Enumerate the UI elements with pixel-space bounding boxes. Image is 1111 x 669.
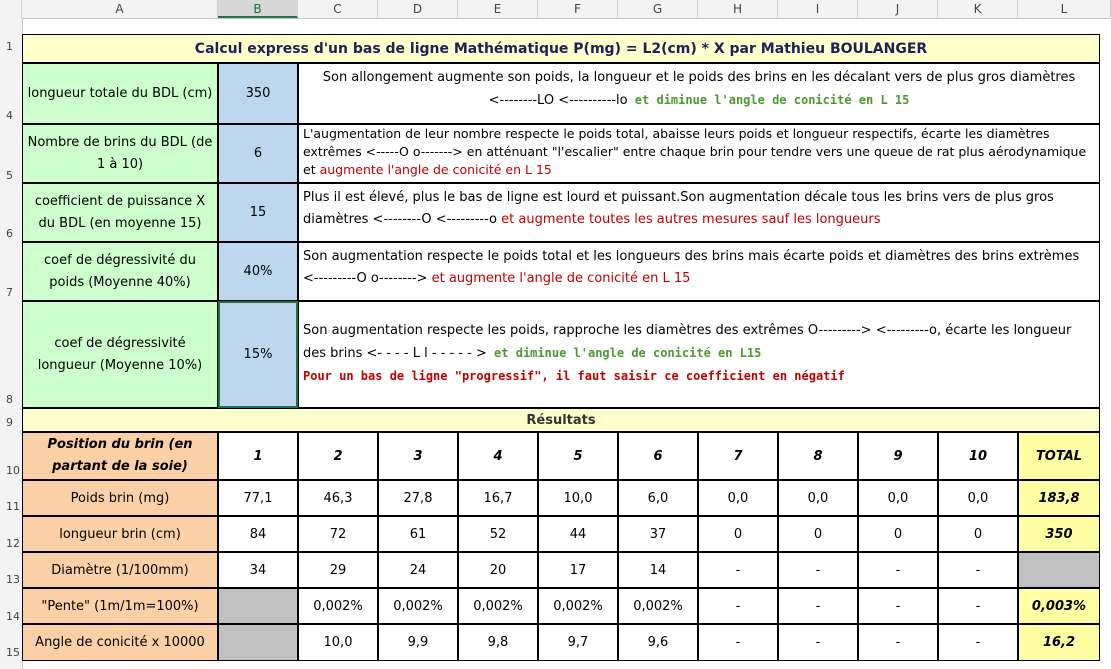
col-header-a[interactable]: A: [22, 0, 218, 18]
result-weight-cell-6[interactable]: 6,0: [618, 480, 698, 516]
row-header-15[interactable]: 15: [6, 646, 20, 659]
param-desc-weight-taper[interactable]: [298, 242, 1100, 301]
result-angle-cell-2[interactable]: 10,0: [298, 624, 378, 661]
row-header-7[interactable]: 7: [6, 286, 13, 299]
col-header-l[interactable]: L: [1018, 0, 1111, 18]
result-label-diameter[interactable]: Diamètre (1/100mm): [22, 552, 218, 588]
param-desc-length-taper-text: Son augmentation respecte les poids, rapproche les diamètres des extrêmes O---------> <---------o, écarte les longueur des brins <- - - - L l - - - - - >: [303, 323, 1072, 361]
param-desc-length-taper-note: Pour un bas de ligne "progressif", il faut saisir ce coefficient en négatif: [303, 369, 845, 383]
result-length-cell-6[interactable]: 37: [618, 516, 698, 552]
result-length-total[interactable]: 350: [1018, 516, 1100, 552]
col-header-f[interactable]: F: [538, 0, 618, 18]
result-diameter-cell-7[interactable]: -: [698, 552, 778, 588]
result-length-cell-3[interactable]: 61: [378, 516, 458, 552]
row-header-9[interactable]: 9: [6, 416, 13, 429]
position-header-5[interactable]: 5: [538, 432, 618, 480]
param-value-weight-taper[interactable]: 40%: [218, 242, 298, 301]
position-header-7[interactable]: 7: [698, 432, 778, 480]
result-weight-cell-2[interactable]: 46,3: [298, 480, 378, 516]
param-desc-power[interactable]: [298, 183, 1100, 242]
param-desc-length-text: Son allongement augmente son poids, la longueur et le poids des brins en les décalant vers de plus gros diamètres: [322, 70, 1076, 85]
result-slope-cell-2[interactable]: 0,002%: [298, 588, 378, 624]
position-header-10[interactable]: 10: [938, 432, 1018, 480]
param-label-weight-taper-text: coef de dégressivité du poids (Moyenne 40%): [44, 252, 196, 290]
result-slope-cell-9[interactable]: -: [858, 588, 938, 624]
result-weight-cell-8[interactable]: 0,0: [778, 480, 858, 516]
result-angle-total[interactable]: 16,2: [1018, 624, 1100, 661]
result-diameter-cell-3[interactable]: 24: [378, 552, 458, 588]
sheet-title[interactable]: Calcul express d'un bas de ligne Mathématique P(mg) = L2(cm) * X par Mathieu BOULANGER: [22, 34, 1100, 63]
param-desc-length-arrows: <--------LO <----------lo: [488, 93, 628, 108]
param-label-length-text: longueur totale du BDL (cm): [27, 86, 213, 101]
row-header-6[interactable]: 6: [6, 227, 13, 240]
position-header-6[interactable]: 6: [618, 432, 698, 480]
param-value-count[interactable]: 6: [218, 124, 298, 183]
result-slope-total[interactable]: 0,003%: [1018, 588, 1100, 624]
row-header-4[interactable]: 4: [6, 109, 13, 122]
col-header-b[interactable]: B: [218, 0, 298, 18]
param-desc-power-text: Plus il est élevé, plus le bas de ligne est lourd et puissant.Son augmentation décale tous les brins vers de plus gros diamètres <--------O <---------o: [303, 190, 1054, 227]
param-value-power[interactable]: 15: [218, 183, 298, 242]
col-header-d[interactable]: D: [378, 0, 458, 18]
row-header-5[interactable]: 5: [6, 169, 13, 182]
result-weight-cell-4[interactable]: 16,7: [458, 480, 538, 516]
param-desc-weight-taper-effect: et augmente l'angle de conicité en L 15: [427, 271, 691, 286]
result-angle-cell-1[interactable]: [218, 624, 298, 661]
col-header-g[interactable]: G: [618, 0, 698, 18]
position-header-label[interactable]: [22, 432, 218, 480]
row-header-14[interactable]: 14: [6, 610, 20, 623]
result-diameter-cell-9[interactable]: -: [858, 552, 938, 588]
result-diameter-cell-5[interactable]: 17: [538, 552, 618, 588]
result-length-cell-10[interactable]: 0: [938, 516, 1018, 552]
result-diameter-cell-4[interactable]: 20: [458, 552, 538, 588]
results-title[interactable]: Résultats: [22, 408, 1100, 432]
row-header-bar: [0, 18, 23, 669]
result-slope-cell-6[interactable]: 0,002%: [618, 588, 698, 624]
col-header-e[interactable]: E: [458, 0, 538, 18]
result-slope-cell-7[interactable]: -: [698, 588, 778, 624]
row-header-10[interactable]: 10: [6, 464, 20, 477]
param-label-count-text: Nombre de brins du BDL (de 1 à 10): [27, 134, 213, 172]
result-diameter-cell-6[interactable]: 14: [618, 552, 698, 588]
select-all-corner[interactable]: [0, 0, 22, 18]
result-label-length[interactable]: longueur brin (cm): [22, 516, 218, 552]
col-header-i[interactable]: I: [778, 0, 858, 18]
result-angle-cell-5[interactable]: 9,7: [538, 624, 618, 661]
position-header-9[interactable]: 9: [858, 432, 938, 480]
col-header-c[interactable]: C: [298, 0, 378, 18]
param-desc-length[interactable]: [298, 63, 1100, 124]
row-header-1[interactable]: 1: [6, 40, 13, 53]
result-weight-cell-3[interactable]: 27,8: [378, 480, 458, 516]
result-slope-cell-4[interactable]: 0,002%: [458, 588, 538, 624]
result-length-cell-1[interactable]: 84: [218, 516, 298, 552]
position-header-1[interactable]: 1: [218, 432, 298, 480]
col-header-h[interactable]: H: [698, 0, 778, 18]
result-weight-cell-5[interactable]: 10,0: [538, 480, 618, 516]
result-angle-cell-7[interactable]: -: [698, 624, 778, 661]
result-diameter-cell-10[interactable]: -: [938, 552, 1018, 588]
param-label-length-taper[interactable]: [22, 301, 218, 408]
position-header-2[interactable]: 2: [298, 432, 378, 480]
result-length-cell-7[interactable]: 0: [698, 516, 778, 552]
result-angle-cell-4[interactable]: 9,8: [458, 624, 538, 661]
result-length-cell-8[interactable]: 0: [778, 516, 858, 552]
param-value-length[interactable]: 350: [218, 63, 298, 124]
row-header-11[interactable]: 11: [6, 500, 20, 513]
total-header[interactable]: TOTAL: [1018, 432, 1100, 480]
column-header-bar: [0, 0, 1111, 19]
result-label-slope[interactable]: "Pente" (1m/1m=100%): [22, 588, 218, 624]
param-desc-weight-taper-text: Son augmentation respecte le poids total et les longueurs des brins mais écarte poids et diamètres des brins extrèmes <---------O o-------->: [303, 249, 1080, 286]
result-angle-cell-10[interactable]: -: [938, 624, 1018, 661]
param-desc-count-effect: augmente l'angle de conicité en L 15: [315, 162, 552, 177]
result-weight-cell-10[interactable]: 0,0: [938, 480, 1018, 516]
position-header-4[interactable]: 4: [458, 432, 538, 480]
param-label-length-taper-text: coef de dégressivité longueur (Moyenne 10%): [37, 335, 203, 373]
result-slope-cell-8[interactable]: -: [778, 588, 858, 624]
result-slope-cell-10[interactable]: -: [938, 588, 1018, 624]
result-length-cell-9[interactable]: 0: [858, 516, 938, 552]
result-diameter-cell-8[interactable]: -: [778, 552, 858, 588]
result-length-cell-5[interactable]: 44: [538, 516, 618, 552]
param-value-length-taper[interactable]: 15%: [218, 301, 298, 408]
result-angle-cell-6[interactable]: 9,6: [618, 624, 698, 661]
result-slope-cell-5[interactable]: 0,002%: [538, 588, 618, 624]
result-weight-cell-7[interactable]: 0,0: [698, 480, 778, 516]
result-angle-cell-3[interactable]: 9,9: [378, 624, 458, 661]
result-diameter-cell-1[interactable]: 34: [218, 552, 298, 588]
position-header-8[interactable]: 8: [778, 432, 858, 480]
result-slope-cell-3[interactable]: 0,002%: [378, 588, 458, 624]
position-header-label-text: Position du brin (en partant de la soie): [47, 437, 193, 474]
param-desc-count[interactable]: [298, 124, 1100, 183]
param-label-length[interactable]: [22, 63, 218, 124]
param-label-power[interactable]: [22, 183, 218, 242]
row-header-13[interactable]: 13: [6, 573, 20, 586]
result-weight-cell-1[interactable]: 77,1: [218, 480, 298, 516]
param-desc-power-effect: et augmente toutes les autres mesures sauf les longueurs: [497, 212, 881, 227]
result-diameter-cell-2[interactable]: 29: [298, 552, 378, 588]
col-header-k[interactable]: K: [938, 0, 1018, 18]
result-length-cell-4[interactable]: 52: [458, 516, 538, 552]
result-angle-cell-8[interactable]: -: [778, 624, 858, 661]
param-label-power-text: coefficient de puissance X du BDL (en moyenne 15): [34, 193, 206, 231]
param-desc-length-taper-effect: et diminue l'angle de conicité en L15: [486, 346, 762, 360]
result-slope-cell-1[interactable]: [218, 588, 298, 624]
result-weight-total[interactable]: 183,8: [1018, 480, 1100, 516]
col-header-j[interactable]: J: [858, 0, 938, 18]
result-label-angle[interactable]: Angle de conicité x 10000: [22, 624, 218, 661]
result-angle-cell-9[interactable]: -: [858, 624, 938, 661]
param-desc-count-text: L'augmentation de leur nombre respecte le poids total, abaisse leurs poids et longueur respectifs, écarte les diamètres extrêmes <-----O o-------> en atténuant "l'escalier" entre chaque brin pour tendre vers une queue de rat plus aérodynamique et: [303, 126, 1087, 177]
result-label-weight[interactable]: Poids brin (mg): [22, 480, 218, 516]
result-diameter-total[interactable]: [1018, 552, 1100, 588]
param-desc-length-effect: et diminue l'angle de conicité en L 15: [627, 93, 910, 107]
result-length-cell-2[interactable]: 72: [298, 516, 378, 552]
result-weight-cell-9[interactable]: 0,0: [858, 480, 938, 516]
param-desc-length-taper[interactable]: [298, 301, 1100, 408]
row-header-8[interactable]: 8: [6, 393, 13, 406]
row-header-12[interactable]: 12: [6, 537, 20, 550]
param-label-weight-taper[interactable]: [22, 242, 218, 301]
param-label-count[interactable]: [22, 124, 218, 183]
position-header-3[interactable]: 3: [378, 432, 458, 480]
